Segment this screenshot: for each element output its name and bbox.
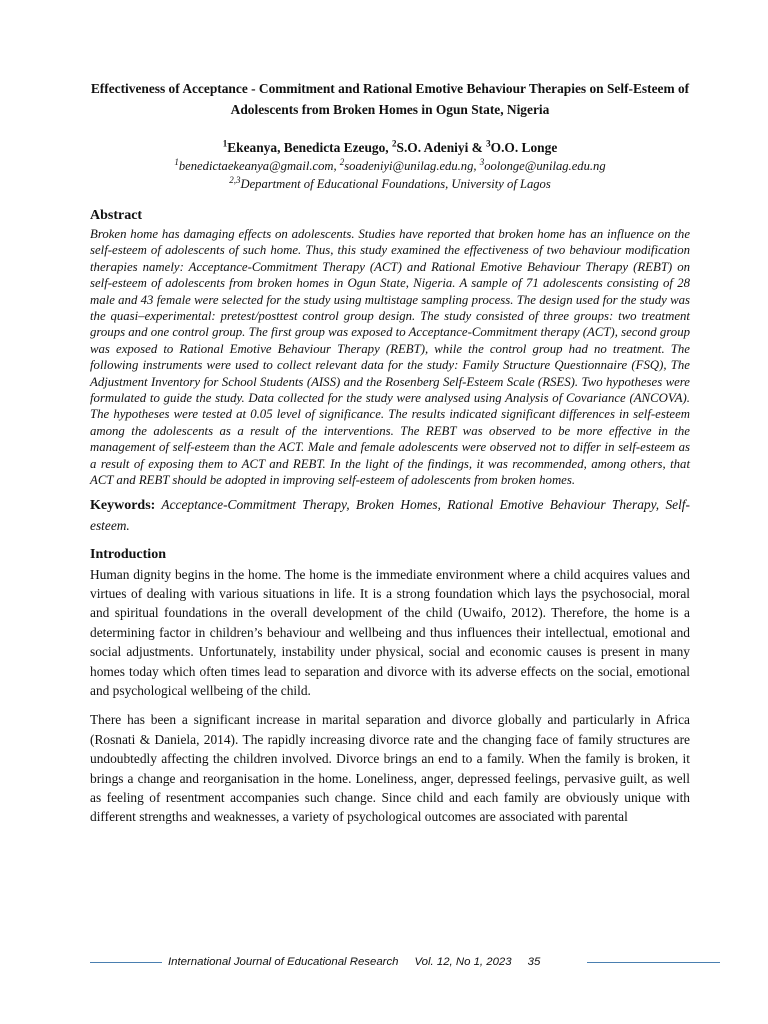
author-3-name: O.O. Longe <box>490 140 558 155</box>
email-1[interactable]: benedictaekeanya@gmail.com, <box>178 159 340 173</box>
email-3[interactable]: oolonge@unilag.edu.ng <box>484 159 606 173</box>
keywords-label: Keywords: <box>90 497 156 513</box>
introduction-heading: Introduction <box>90 546 166 562</box>
footer-rule-left <box>90 962 162 963</box>
introduction-paragraph-1: Human dignity begins in the home. The home is the immediate environment where a child acquires values and virtues of dealing with various situations in life. It is a strong foundation which lays the psychosocial, moral and spiritual foundations in the overall development of the child (Uwaifo, 2012). Therefore, the home is a determining factor in children’s behaviour and wellbeing and thus influences their intellectual, emotional and social adjustments. Unfortunately, instability under physical, social and economic causes is present in many homes today which often times lead to separation and divorce with its adverse effects on the social, emotional and psychological wellbeing of the child. <box>90 566 690 698</box>
author-emails <box>90 157 690 175</box>
email-2[interactable]: soadeniyi@unilag.edu.ng, <box>344 159 480 173</box>
abstract-body: Broken home has damaging effects on adolescents. Studies have reported that broken home has an influence on the self-esteem of adolescents of such home. Thus, this study examined the effectiveness of two behaviour modification therapies namely: Acceptance-Commitment Therapy (ACT) and Rational Emotive Behaviour Therapy (REBT) on self-esteem of adolescents from broken homes in Ogun State, Nigeria. A sample of 71 adolescents consisting of 28 male and 43 female were selected for the study using multistage sampling process. The design used for the study was the quasi–experimental: pretest/posttest control group design. The study consisted of three groups: two treatment groups and one control group. The first group was exposed to Acceptance-Commitment therapy (ACT), second group was exposed to Rational Emotive Behaviour Therapy (REBT), while the control group had no treatment. The following instruments were used to collect relevant data for the study: Family Structure Questionnaire (FSQ), The Adjustment Inventory for School Students (AISS) and the Rosenberg Self-Esteem Scale (RSES). Two hypotheses were formulated to guide the study. Data collected for the study were analysed using Analysis of Covariance (ANCOVA). The hypotheses were tested at 0.05 level of significance. The results indicated significant differences in self-esteem among the adolescents as a result of the interventions. The REBT was observed to be more effective in the management of self-esteem than the ACT. Male and female adolescents were observed not to differ in self-esteem as a result of exposing them to ACT and REBT. In the light of the findings, it was recommended, among others, that ACT and REBT should be adopted in improving self-esteem of adolescents from broken homes. <box>90 227 690 488</box>
footer-text <box>168 953 556 971</box>
introduction-paragraph-2: There has been a significant increase in marital separation and divorce globally and particularly in Africa (Rosnati & Daniela, 2014). The rapidly increasing divorce rate and the changing face of family structures are undoubtedly affecting the children involved. Divorce brings an end to a family. When the family is broken, it brings a change and reorganisation in the home. Loneliness, anger, depressed feelings, pervasive guilt, as well as feeling of resentment accompanies such change. Since child and each family are obviously unique with different strengths and weaknesses, a variety of psychological outcomes are associated with parental <box>90 712 690 825</box>
author-names <box>90 139 690 157</box>
author-3-sup: 3 <box>486 138 491 149</box>
email-2-sup: 2 <box>339 156 345 167</box>
author-2-sup: 2 <box>392 138 397 149</box>
email-3-sup: 3 <box>479 156 485 167</box>
page-footer <box>90 953 720 973</box>
footer-volume: Vol. 12, No 1, 2023 <box>414 956 512 968</box>
author-1-name: Ekeanya, Benedicta Ezeugo, <box>227 140 392 155</box>
keywords-text: Acceptance-Commitment Therapy, Broken Homes, Rational Emotive Behaviour Therapy, Self-esteem. <box>90 496 690 533</box>
author-block <box>90 139 690 193</box>
email-1-sup: 1 <box>174 156 179 167</box>
footer-journal: International Journal of Educational Research <box>168 956 399 968</box>
abstract-heading: Abstract <box>90 208 143 223</box>
paper-page <box>90 78 690 827</box>
affiliation-text: Department of Educational Foundations, University of Lagos <box>240 177 551 191</box>
footer-page-number: 35 <box>527 956 541 968</box>
affiliation-sup: 2,3 <box>229 174 241 185</box>
paper-title: Effectiveness of Acceptance - Commitment and Rational Emotive Behaviour Therapies on Self-Esteem of Adolescents from Broken Homes in Ogun State, Nigeria <box>90 81 690 117</box>
author-1-sup: 1 <box>222 138 228 149</box>
footer-rule-right <box>587 962 720 963</box>
author-2-name: S.O. Adeniyi & <box>396 140 487 155</box>
author-affiliation <box>90 175 690 193</box>
keywords <box>90 495 690 536</box>
